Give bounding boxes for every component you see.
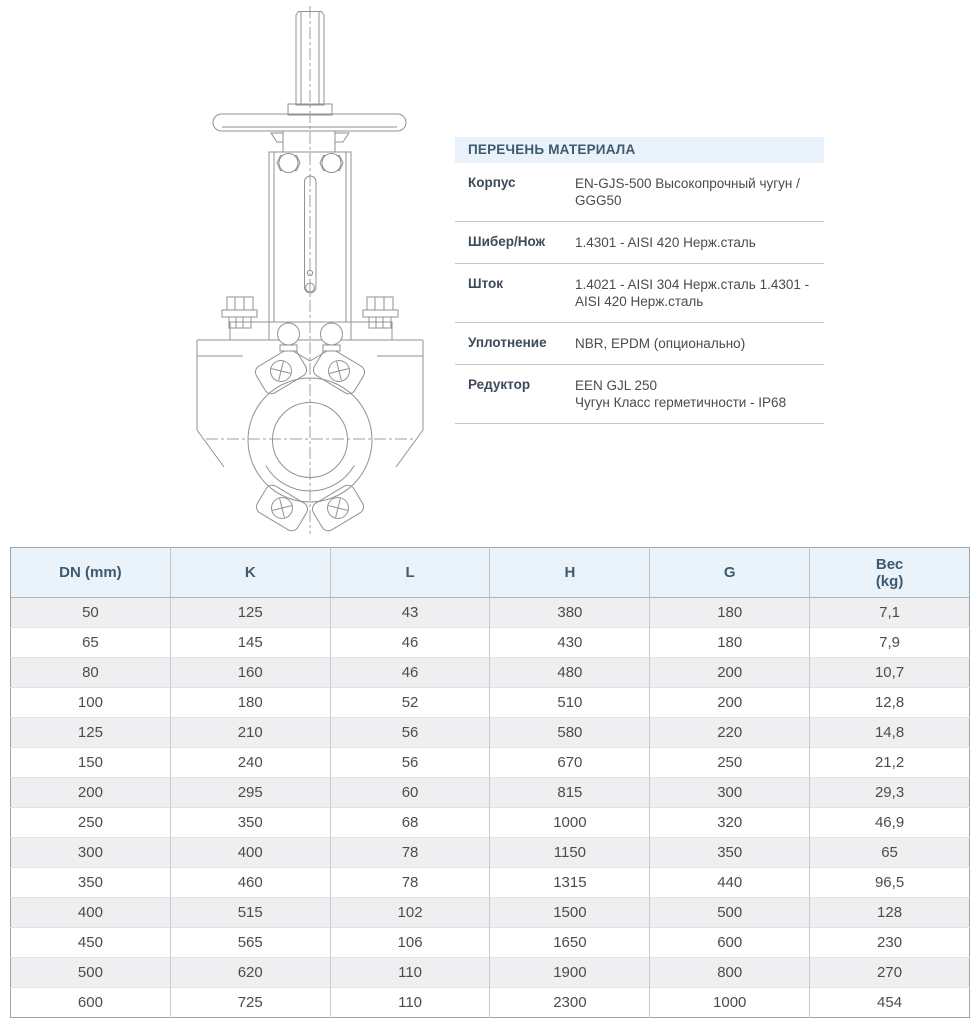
table-cell: 160 (170, 658, 330, 688)
materials-title: ПЕРЕЧЕНЬ МАТЕРИАЛА (455, 137, 824, 163)
table-row (11, 628, 970, 658)
table-row (11, 988, 970, 1018)
material-label: Редуктор (468, 377, 531, 392)
table-cell: 80 (11, 658, 171, 688)
column-header: DN (mm) (11, 548, 171, 598)
table-cell: 96,5 (810, 868, 970, 898)
dimensions-table-body (11, 598, 970, 1018)
table-cell: 14,8 (810, 718, 970, 748)
table-cell: 350 (11, 868, 171, 898)
material-value: EN-GJS-500 Высокопрочный чугун / GGG50 (575, 176, 800, 208)
table-cell: 500 (11, 958, 171, 988)
table-cell: 1500 (490, 898, 650, 928)
dimensions-table-header (11, 548, 970, 598)
table-cell: 240 (170, 748, 330, 778)
material-label: Корпус (468, 175, 516, 190)
table-cell: 43 (330, 598, 490, 628)
table-cell: 620 (170, 958, 330, 988)
table-row (11, 958, 970, 988)
material-label: Шибер/Нож (468, 234, 546, 249)
table-cell: 50 (11, 598, 171, 628)
table-row (11, 718, 970, 748)
table-cell: 600 (650, 928, 810, 958)
table-row (11, 688, 970, 718)
table-cell: 180 (650, 598, 810, 628)
table-cell: 52 (330, 688, 490, 718)
table-cell: 725 (170, 988, 330, 1018)
table-cell: 400 (11, 898, 171, 928)
table-row (11, 778, 970, 808)
table-cell: 125 (11, 718, 171, 748)
table-cell: 350 (170, 808, 330, 838)
table-cell: 2300 (490, 988, 650, 1018)
material-label: Шток (468, 276, 504, 291)
table-cell: 220 (650, 718, 810, 748)
table-cell: 7,9 (810, 628, 970, 658)
table-cell: 1000 (490, 808, 650, 838)
table-cell: 300 (650, 778, 810, 808)
table-cell: 450 (11, 928, 171, 958)
table-cell: 180 (650, 628, 810, 658)
table-cell: 210 (170, 718, 330, 748)
table-cell: 10,7 (810, 658, 970, 688)
table-row (11, 808, 970, 838)
column-header: L (330, 548, 490, 598)
material-value: 1.4021 - AISI 304 Нерж.сталь 1.4301 - AISI 420 Нерж.сталь (575, 277, 810, 309)
table-row (11, 898, 970, 928)
table-row (11, 748, 970, 778)
table-cell: 480 (490, 658, 650, 688)
table-cell: 128 (810, 898, 970, 928)
table-cell: 21,2 (810, 748, 970, 778)
table-cell: 800 (650, 958, 810, 988)
table-row (11, 838, 970, 868)
table-cell: 1900 (490, 958, 650, 988)
table-row (11, 598, 970, 628)
table-cell: 320 (650, 808, 810, 838)
table-cell: 1150 (490, 838, 650, 868)
table-cell: 46,9 (810, 808, 970, 838)
table-cell: 145 (170, 628, 330, 658)
table-cell: 102 (330, 898, 490, 928)
table-cell: 380 (490, 598, 650, 628)
table-cell: 300 (11, 838, 171, 868)
valve-technical-drawing (175, 0, 445, 545)
table-cell: 180 (170, 688, 330, 718)
materials-panel (455, 137, 824, 424)
material-row (455, 264, 824, 323)
table-cell: 1315 (490, 868, 650, 898)
column-header: H (490, 548, 650, 598)
table-row (11, 658, 970, 688)
table-cell: 78 (330, 868, 490, 898)
table-cell: 1000 (650, 988, 810, 1018)
table-cell: 250 (650, 748, 810, 778)
table-cell: 110 (330, 958, 490, 988)
table-cell: 65 (11, 628, 171, 658)
table-row (11, 928, 970, 958)
table-cell: 430 (490, 628, 650, 658)
column-header: Вес (kg) (810, 548, 970, 598)
table-cell: 500 (650, 898, 810, 928)
table-cell: 515 (170, 898, 330, 928)
table-cell: 106 (330, 928, 490, 958)
dimensions-table (10, 547, 970, 1018)
material-row (455, 323, 824, 365)
table-row (11, 868, 970, 898)
table-cell: 60 (330, 778, 490, 808)
table-cell: 200 (11, 778, 171, 808)
table-cell: 125 (170, 598, 330, 628)
material-row (455, 163, 824, 222)
table-cell: 250 (11, 808, 171, 838)
table-cell: 110 (330, 988, 490, 1018)
table-cell: 150 (11, 748, 171, 778)
material-row (455, 222, 824, 264)
table-cell: 200 (650, 688, 810, 718)
table-cell: 230 (810, 928, 970, 958)
table-cell: 12,8 (810, 688, 970, 718)
table-cell: 670 (490, 748, 650, 778)
table-cell: 815 (490, 778, 650, 808)
table-cell: 440 (650, 868, 810, 898)
table-cell: 295 (170, 778, 330, 808)
table-cell: 78 (330, 838, 490, 868)
table-cell: 400 (170, 838, 330, 868)
table-cell: 454 (810, 988, 970, 1018)
column-header: G (650, 548, 810, 598)
table-cell: 100 (11, 688, 171, 718)
table-cell: 350 (650, 838, 810, 868)
material-value: EEN GJL 250 Чугун Класс герметичности - IP68 (575, 378, 787, 410)
table-cell: 46 (330, 628, 490, 658)
column-header: K (170, 548, 330, 598)
table-cell: 29,3 (810, 778, 970, 808)
material-value: NBR, EPDM (опционально) (575, 336, 746, 351)
material-row (455, 365, 824, 424)
table-cell: 1650 (490, 928, 650, 958)
table-cell: 200 (650, 658, 810, 688)
table-cell: 65 (810, 838, 970, 868)
table-cell: 7,1 (810, 598, 970, 628)
table-cell: 56 (330, 748, 490, 778)
material-value: 1.4301 - AISI 420 Нерж.сталь (575, 235, 756, 250)
table-cell: 600 (11, 988, 171, 1018)
table-cell: 270 (810, 958, 970, 988)
table-cell: 510 (490, 688, 650, 718)
table-cell: 580 (490, 718, 650, 748)
table-cell: 460 (170, 868, 330, 898)
table-cell: 68 (330, 808, 490, 838)
table-cell: 56 (330, 718, 490, 748)
table-cell: 565 (170, 928, 330, 958)
table-cell: 46 (330, 658, 490, 688)
material-label: Уплотнение (468, 335, 547, 350)
